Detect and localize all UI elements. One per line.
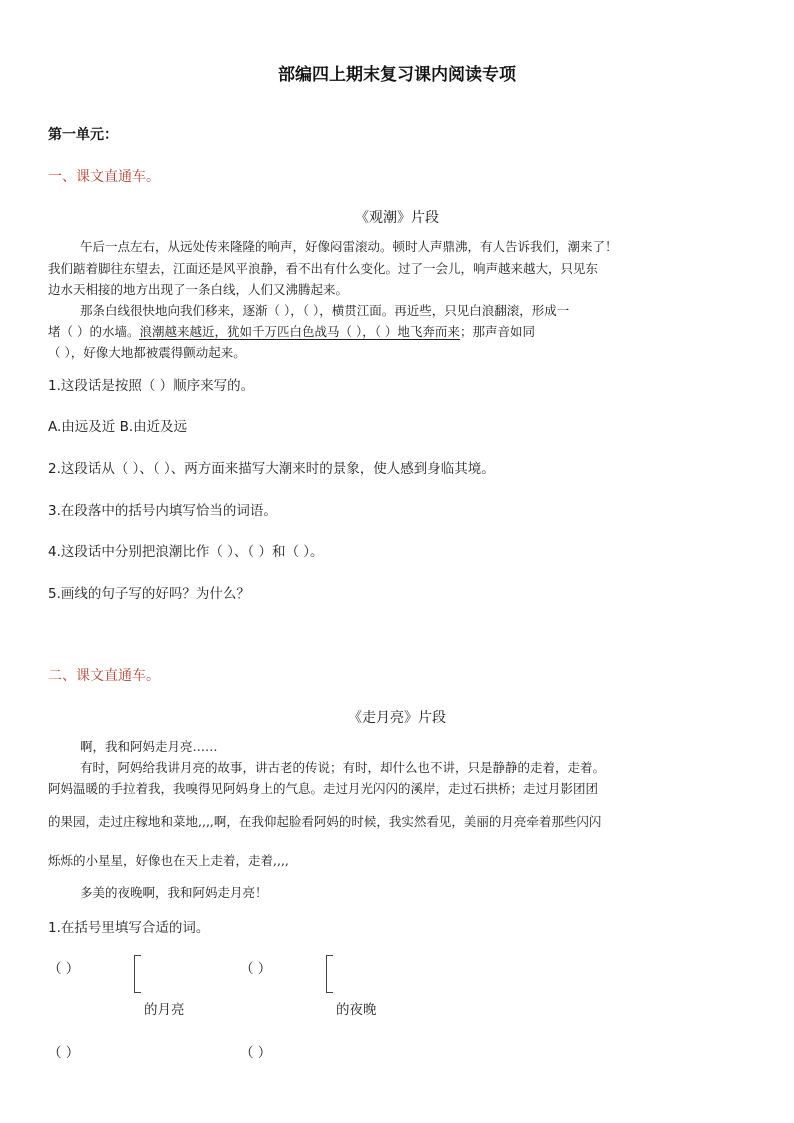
question-5: 5.画线的句子写的好吗？为什么？: [48, 586, 250, 602]
passage2-line-6: 多美的夜晚啊，我和阿妈走月亮！: [80, 885, 268, 900]
passage2-line-5: 烁烁的小星星，好像也在天上走着，走着,,,,: [48, 853, 289, 868]
question-1: 1.这段话是按照（ ）顺序来写的。: [48, 378, 255, 394]
unit-heading: 第一单元：: [48, 127, 118, 143]
label-moon: 的月亮: [144, 1002, 185, 1018]
blank-moon-2: （ ）: [48, 1045, 80, 1061]
underlined-sentence: 浪潮越来越近，犹如千万匹白色战马（ ），（ ）地飞奔而来: [139, 324, 460, 339]
question-3: 3.在段落中的括号内填写恰当的词语。: [48, 503, 277, 519]
passage1-line-3: 边水天相接的地方出现了一条白线，人们又沸腾起来。: [48, 282, 349, 297]
section2-heading: 二、课文直通车。: [48, 668, 160, 684]
blank-moon-1: （ ）: [48, 961, 80, 977]
section1-heading: 一、课文直通车。: [48, 169, 160, 185]
section2-passage-title: 《走月亮》片段: [348, 710, 446, 726]
blank-night-2: （ ）: [240, 1045, 272, 1061]
question-4: 4.这段话中分别把浪潮比作（ ）、（ ）和（ ）。: [48, 544, 324, 560]
passage2-line-2: 有时，阿妈给我讲月亮的故事，讲古老的传说；有时，却什么也不讲，只是静静的走着，走着。: [80, 760, 606, 775]
question-2: 2.这段话从（ ）、（ ）、两方面来描写大潮来时的景象，使人感到身临其境。: [48, 461, 495, 477]
passage1-line-5-pre: 堵（ ）的水墙。: [48, 324, 140, 339]
section1-passage-title: 《观潮》片段: [355, 210, 439, 226]
question-1-options: A.由远及近 B.由近及远: [48, 419, 188, 435]
s2-question-1: 1.在括号里填写合适的词。: [48, 920, 210, 936]
passage1-line-5: [48, 322, 535, 340]
blank-night-1: （ ）: [240, 961, 272, 977]
passage1-line-5-post: ；那声音如同: [459, 324, 535, 339]
page-title: 部编四上期末复习课内阅读专项: [278, 65, 516, 85]
passage1-line-4: 那条白线很快地向我们移来，逐渐（ ），（ ），横贯江面。再近些，只见白浪翻滚，形成一: [80, 303, 570, 318]
passage2-line-4: 的果园，走过庄稼地和菜地,,,,啊，在我仰起脸看阿妈的时候，我实然看见，美丽的月亮牵着那些闪闪: [48, 814, 602, 829]
label-night: 的夜晚: [336, 1002, 377, 1018]
bracket-moon: [134, 955, 141, 993]
passage2-line-1: 啊，我和阿妈走月亮……: [80, 739, 218, 754]
passage2-line-3: 阿妈温暖的手拉着我，我嗅得见阿妈身上的气息。走过月光闪闪的溪岸，走过石拱桥；走过月影团团: [48, 781, 599, 796]
passage1-line-2: 我们踮着脚往东望去，江面还是风平浪静，看不出有什么变化。过了一会儿，响声越来越大，只见东: [48, 261, 599, 276]
bracket-night: [326, 955, 333, 993]
passage1-line-6: （ ），好像大地都被震得颤动起来。: [48, 345, 246, 360]
passage1-line-1: 午后一点左右，从远处传来隆隆的响声，好像闷雷滚动。顿时人声鼎沸，有人告诉我们，潮来了！: [80, 239, 618, 254]
